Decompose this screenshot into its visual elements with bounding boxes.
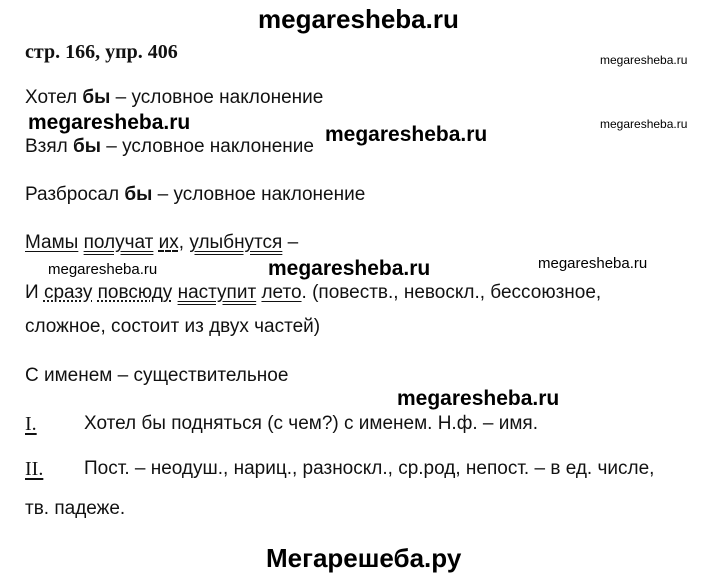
line-1: Хотел бы – условное наклонение (25, 87, 324, 108)
site-footer: Мегарешеба.ру (266, 543, 462, 573)
adverbial-word-2: повсюду (97, 282, 173, 303)
subject-word-2: лето (261, 282, 302, 303)
sentence-line-2: И сразу повсюду наступит лето. (повеств., невоскл., бессоюзное, (25, 282, 602, 303)
section-i-number: I. (25, 413, 37, 435)
watermark-row3-center: megaresheba.ru (397, 387, 560, 410)
object-word: их (158, 232, 179, 253)
watermark-mid-center: megaresheba.ru (325, 123, 488, 146)
line-2: Взял бы – условное наклонение (25, 136, 314, 157)
watermark-right-1: megaresheba.ru (600, 53, 688, 67)
section-ii-text: Пост. – неодуш., нариц., разноскл., ср.род, непост. – в ед. числе, (84, 458, 655, 479)
watermark-right-2: megaresheba.ru (600, 117, 688, 131)
analysis-intro: С именем – существительное (25, 365, 289, 386)
section-ii-continuation: тв. падеже. (25, 498, 126, 519)
sentence-line-3: сложное, состоит из двух частей) (25, 316, 321, 337)
predicate-word-2: улыбнутся (189, 232, 283, 253)
watermark-mid-left: megaresheba.ru (28, 111, 191, 134)
subject-word: Мамы (25, 232, 79, 253)
predicate-word: получат (83, 232, 154, 253)
predicate-word-3: наступит (177, 282, 257, 303)
exercise-header: стр. 166, упр. 406 (25, 41, 178, 63)
sentence-line-1: Мамы получат их, улыбнутся – (25, 232, 299, 253)
site-watermark-top: megaresheba.ru (258, 4, 459, 34)
watermark-row2-center: megaresheba.ru (268, 257, 431, 280)
watermark-row2-left: megaresheba.ru (48, 261, 158, 278)
watermark-row2-right: megaresheba.ru (538, 255, 648, 272)
section-i-text: Хотел бы подняться (с чем?) с именем. Н.ф. – имя. (84, 413, 538, 434)
section-ii-number: II. (25, 458, 44, 480)
adverbial-word: сразу (43, 282, 93, 303)
line-3: Разбросал бы – условное наклонение (25, 184, 366, 205)
